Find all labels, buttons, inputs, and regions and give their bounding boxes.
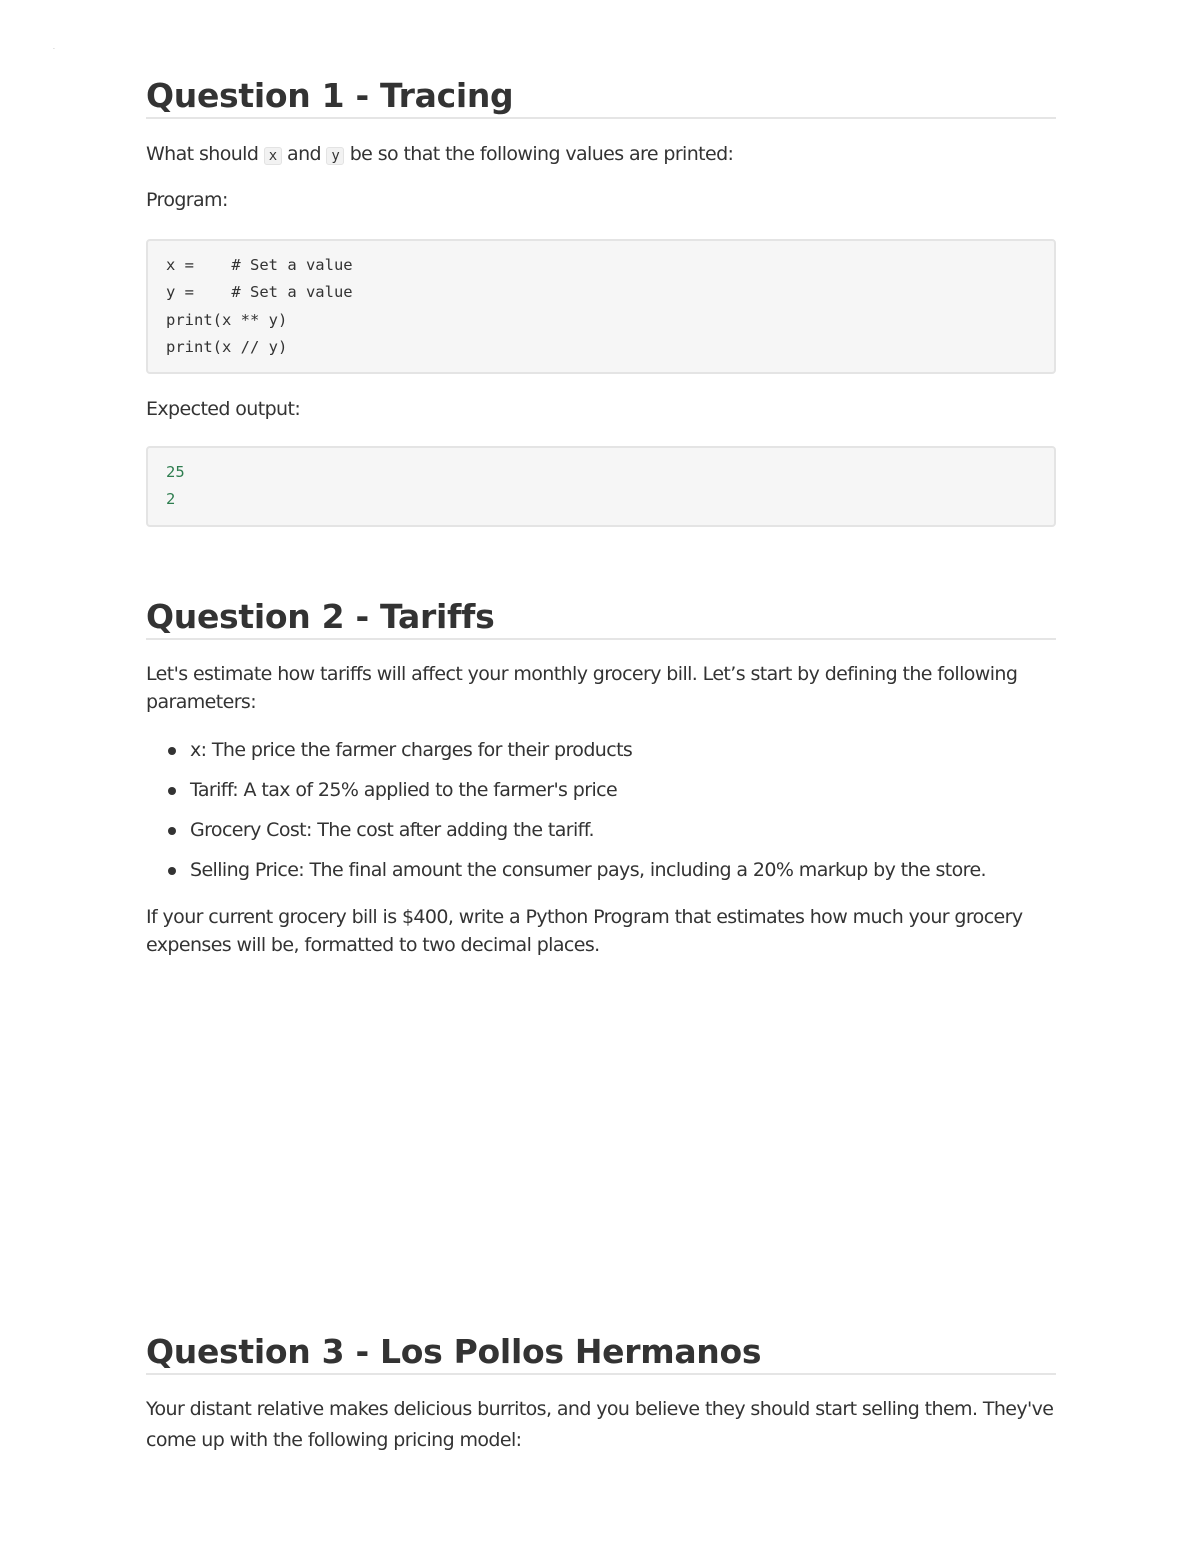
question-2-title: Question 2 - Tariffs bbox=[146, 597, 1056, 640]
expected-output-block bbox=[146, 446, 1056, 527]
output-line: 25 bbox=[166, 463, 185, 481]
code-line: y = # Set a value bbox=[166, 283, 353, 302]
code-line: print(x // y) bbox=[166, 337, 288, 356]
prompt-text-middle: and bbox=[281, 143, 327, 165]
list-item: Tariff: A tax of 25% applied to the farmer's price bbox=[146, 776, 1056, 804]
list-item: x: The price the farmer charges for their products bbox=[146, 736, 1056, 764]
code-line: x = # Set a value bbox=[166, 256, 353, 274]
prompt-text-before: What should bbox=[146, 143, 264, 165]
code-line: print(x ** y) bbox=[166, 310, 288, 329]
corner-mark: · bbox=[53, 46, 55, 53]
list-item: Grocery Cost: The cost after adding the tariff. bbox=[146, 816, 1056, 844]
question-1-title: Question 1 - Tracing bbox=[146, 76, 1056, 119]
inline-code-y: y bbox=[326, 147, 344, 165]
parameter-list bbox=[146, 736, 1056, 896]
question-3-intro: Your distant relative makes delicious burritos, and you believe they should start selling them. They've come up with the following pricing model: bbox=[146, 1398, 1054, 1451]
list-item: Selling Price: The final amount the consumer pays, including a 20% markup by the store. bbox=[146, 856, 1056, 884]
program-code-block bbox=[146, 239, 1056, 374]
output-line: 2 bbox=[166, 490, 176, 509]
question-2-intro: Let's estimate how tariffs will affect your monthly grocery bill. Let’s start by defining the following parameters: bbox=[146, 663, 1018, 713]
question-2-task: If your current grocery bill is $400, write a Python Program that estimates how much your grocery expenses will be, formatted to two decimal places. bbox=[146, 906, 1023, 956]
inline-code-x: x bbox=[264, 147, 282, 165]
question-1-prompt bbox=[146, 140, 1056, 170]
prompt-text-after: be so that the following values are printed: bbox=[344, 143, 734, 165]
question-3-title: Question 3 - Los Pollos Hermanos bbox=[146, 1332, 1056, 1375]
expected-output-label: Expected output: bbox=[146, 398, 301, 420]
program-label: Program: bbox=[146, 189, 228, 211]
